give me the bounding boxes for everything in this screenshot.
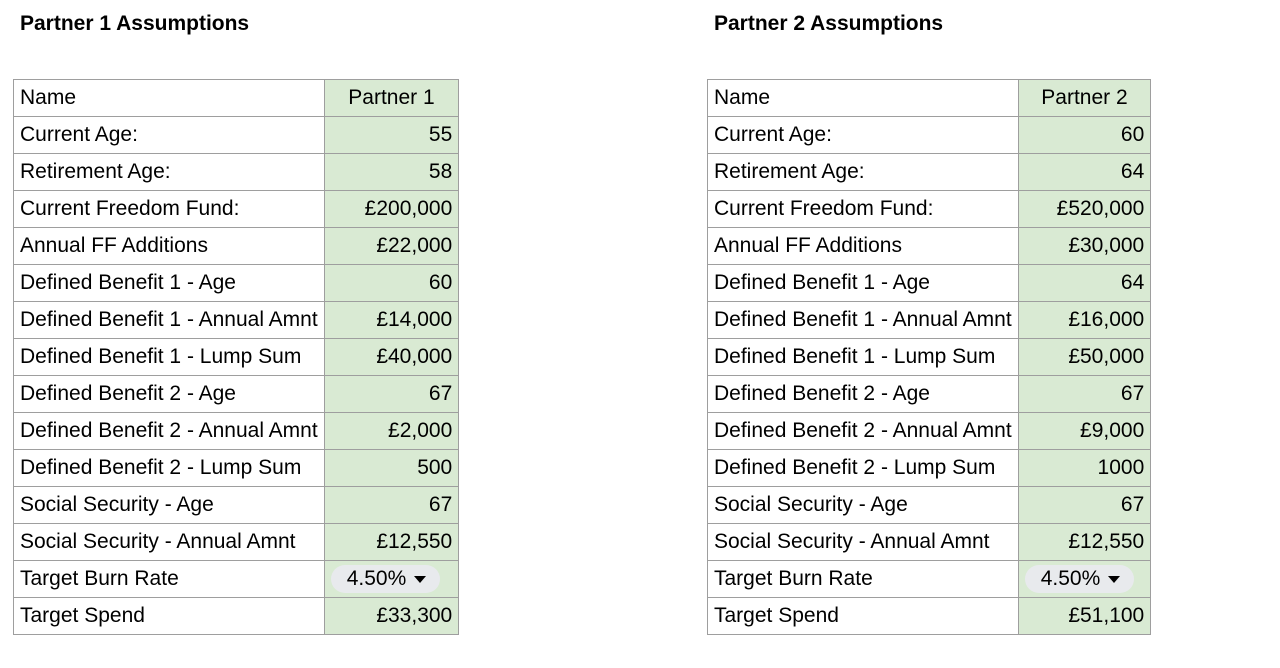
burn-rate-label[interactable]: Target Burn Rate [708,561,1019,598]
burn-rate-dropdown[interactable] [331,565,441,593]
panel-title: Partner 2 Assumptions [714,12,944,35]
table-header-row [14,80,459,117]
row-label-cell[interactable]: Retirement Age: [14,154,325,191]
row-label-cell[interactable]: Defined Benefit 1 - Lump Sum [708,339,1019,376]
burn-rate-label[interactable]: Target Burn Rate [14,561,325,598]
table-row [708,117,1151,154]
target-spend-value[interactable]: £33,300 [324,598,459,635]
assumptions-table [707,79,1151,635]
target-spend-label[interactable]: Target Spend [708,598,1019,635]
table-row [708,450,1151,487]
row-label-cell[interactable]: Social Security - Annual Amnt [708,524,1019,561]
row-value-cell[interactable]: £9,000 [1018,413,1151,450]
row-value-cell[interactable]: 67 [324,376,459,413]
header-name-cell[interactable]: Name [708,80,1019,117]
row-label-cell[interactable]: Current Age: [708,117,1019,154]
table-row [708,487,1151,524]
burn-rate-cell[interactable] [324,561,459,598]
row-label-cell[interactable]: Defined Benefit 2 - Age [708,376,1019,413]
row-label-cell[interactable]: Defined Benefit 2 - Lump Sum [708,450,1019,487]
burn-rate-value: 4.50% [346,567,407,590]
row-value-cell[interactable]: 67 [324,487,459,524]
table-row [14,450,459,487]
row-value-cell[interactable]: 500 [324,450,459,487]
row-label-cell[interactable]: Defined Benefit 1 - Annual Amnt [708,302,1019,339]
row-label-cell[interactable]: Defined Benefit 2 - Age [14,376,325,413]
row-label-cell[interactable]: Retirement Age: [708,154,1019,191]
row-value-cell[interactable]: £2,000 [324,413,459,450]
row-label-cell[interactable]: Current Freedom Fund: [14,191,325,228]
row-label-cell[interactable]: Current Age: [14,117,325,154]
header-name-cell[interactable]: Name [14,80,325,117]
row-label-cell[interactable]: Defined Benefit 2 - Lump Sum [14,450,325,487]
table-row [708,265,1151,302]
table-row [14,265,459,302]
row-value-cell[interactable]: 58 [324,154,459,191]
table-row [14,117,459,154]
row-value-cell[interactable]: 67 [1018,487,1151,524]
target-spend-row [708,598,1151,635]
row-value-cell[interactable]: £22,000 [324,228,459,265]
row-label-cell[interactable]: Current Freedom Fund: [708,191,1019,228]
row-label-cell[interactable]: Annual FF Additions [708,228,1019,265]
table-row [708,376,1151,413]
target-spend-label[interactable]: Target Spend [14,598,325,635]
table-row [708,302,1151,339]
header-partner-cell[interactable]: Partner 2 [1018,80,1151,117]
row-value-cell[interactable]: 64 [1018,265,1151,302]
row-value-cell[interactable]: 1000 [1018,450,1151,487]
row-value-cell[interactable]: £12,550 [324,524,459,561]
row-value-cell[interactable]: £12,550 [1018,524,1151,561]
table-row [14,191,459,228]
table-row [708,413,1151,450]
table-row [708,228,1151,265]
table-row [14,339,459,376]
burn-rate-row [14,561,459,598]
row-value-cell[interactable]: 60 [1018,117,1151,154]
assumptions-table [13,79,459,635]
row-value-cell[interactable]: 55 [324,117,459,154]
burn-rate-cell[interactable] [1018,561,1151,598]
table-row [708,524,1151,561]
table-row [14,487,459,524]
row-value-cell[interactable]: 60 [324,265,459,302]
row-value-cell[interactable]: £520,000 [1018,191,1151,228]
table-row [14,228,459,265]
row-value-cell[interactable]: £14,000 [324,302,459,339]
burn-rate-row [708,561,1151,598]
panel-title: Partner 1 Assumptions [20,12,250,35]
table-row [14,524,459,561]
triangle-down-icon [1108,576,1120,583]
row-value-cell[interactable]: 67 [1018,376,1151,413]
burn-rate-value: 4.50% [1040,567,1101,590]
row-label-cell[interactable]: Social Security - Age [708,487,1019,524]
row-value-cell[interactable]: £16,000 [1018,302,1151,339]
row-label-cell[interactable]: Defined Benefit 1 - Age [708,265,1019,302]
table-row [14,376,459,413]
row-label-cell[interactable]: Social Security - Age [14,487,325,524]
row-label-cell[interactable]: Defined Benefit 1 - Age [14,265,325,302]
row-label-cell[interactable]: Defined Benefit 1 - Annual Amnt [14,302,325,339]
row-value-cell[interactable]: 64 [1018,154,1151,191]
table-row [14,302,459,339]
row-value-cell[interactable]: £30,000 [1018,228,1151,265]
target-spend-row [14,598,459,635]
table-row [708,191,1151,228]
row-value-cell[interactable]: £200,000 [324,191,459,228]
table-header-row [708,80,1151,117]
target-spend-value[interactable]: £51,100 [1018,598,1151,635]
row-value-cell[interactable]: £50,000 [1018,339,1151,376]
table-row [14,413,459,450]
row-label-cell[interactable]: Defined Benefit 1 - Lump Sum [14,339,325,376]
table-row [708,154,1151,191]
table-row [14,154,459,191]
row-label-cell[interactable]: Defined Benefit 2 - Annual Amnt [14,413,325,450]
row-value-cell[interactable]: £40,000 [324,339,459,376]
row-label-cell[interactable]: Defined Benefit 2 - Annual Amnt [708,413,1019,450]
row-label-cell[interactable]: Annual FF Additions [14,228,325,265]
row-label-cell[interactable]: Social Security - Annual Amnt [14,524,325,561]
triangle-down-icon [414,576,426,583]
burn-rate-dropdown[interactable] [1025,565,1135,593]
table-row [708,339,1151,376]
header-partner-cell[interactable]: Partner 1 [324,80,459,117]
